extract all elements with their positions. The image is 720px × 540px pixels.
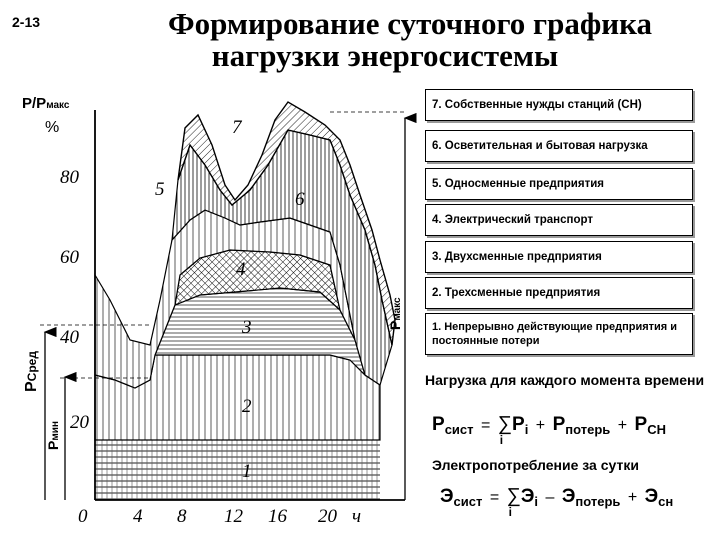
formula2-lhs: Э <box>440 486 454 507</box>
formula1-lhs: P <box>432 414 445 435</box>
y-axis-label: P/P <box>22 95 47 112</box>
formula1-lhs-sub: сист <box>444 422 474 437</box>
region-label-4: 4 <box>236 259 246 280</box>
legend-item-5: 5. Односменные предприятия <box>425 168 693 200</box>
region-label-1: 1 <box>242 461 252 482</box>
region-label-6: 6 <box>295 189 305 210</box>
formula1-t3: P <box>634 414 648 435</box>
y-tick-20: 20 <box>70 412 89 433</box>
formula2-sum-index: i <box>508 505 512 519</box>
energy-description: Электропотребление за сутки <box>432 457 639 473</box>
p-min-sub: мин <box>50 421 61 441</box>
formula1-t2-sub: потерь <box>565 422 611 437</box>
svg-text:P/Pмакс <box>22 95 70 112</box>
load-description: Нагрузка для каждого момента времени <box>425 372 705 388</box>
region-label-7: 7 <box>232 117 242 138</box>
y-axis-label-sub: макс <box>46 100 70 111</box>
formula2-t3-sub: сн <box>658 494 674 509</box>
region-label-2: 2 <box>242 396 252 417</box>
legend-item-4: 4. Электрический транспорт <box>425 204 693 236</box>
formula2-t2: Э <box>561 486 576 507</box>
p-avg-sub: Сред <box>25 351 39 382</box>
svg-text:Pмин <box>45 421 61 450</box>
x-unit: ч <box>352 506 362 527</box>
formula2-t3: Э <box>644 486 659 507</box>
region-label-3: 3 <box>242 317 252 338</box>
layer-1-area <box>95 440 380 500</box>
x-tick-16: 16 <box>268 506 287 527</box>
formula2-t1-sub: i <box>534 494 539 509</box>
x-tick-4: 4 <box>133 506 143 527</box>
slide-number: 2-13 <box>12 14 41 30</box>
formula1-t2: P <box>552 414 566 435</box>
svg-text:PСред <box>23 351 40 392</box>
formula1-sum-index: i <box>499 433 504 447</box>
formula-power: $P_{сист}$ = ∑ i $P_i + P_{потерь} + P_{СН}$ <box>432 413 666 447</box>
legend-item-1: 1. Непрерывно действующие предприятия и постоянные потери <box>425 313 693 355</box>
legend-item-7: 7. Собственные нужды станций (СН) <box>425 89 693 121</box>
y-tick-80: 80 <box>60 167 79 188</box>
y-axis-unit: % <box>45 119 60 136</box>
legend-item-6: 6. Осветительная и бытовая нагрузка <box>425 130 693 162</box>
x-tick-12: 12 <box>224 506 243 527</box>
p-max-label: P <box>387 320 403 330</box>
p-min-label: P <box>45 440 61 450</box>
p-max-sub: макс <box>392 297 403 321</box>
y-tick-40: 40 <box>60 327 79 348</box>
x-tick-8: 8 <box>177 506 187 527</box>
formula-energy: $Э_{сист}$ = ∑ i $Э_i - Э_{потерь} + Э_{сн}$ <box>440 485 674 519</box>
formula2-t1: Э <box>520 486 535 507</box>
x-tick-20: 20 <box>318 506 337 527</box>
legend-item-2: 2. Трехсменные предприятия <box>425 277 693 309</box>
y-tick-60: 60 <box>60 247 79 268</box>
formula2-lhs-sub: сист <box>453 494 483 509</box>
formula1-t1-sub: i <box>524 422 529 437</box>
region-label-5: 5 <box>155 179 165 200</box>
legend-item-3: 3. Двухсменные предприятия <box>425 241 693 273</box>
title-line-2: нагрузки энергосистемы <box>211 38 559 73</box>
x-tick-0: 0 <box>78 506 88 527</box>
title-line-1: Формирование суточного графика <box>167 6 653 41</box>
formula1-t3-sub: СН <box>647 422 666 437</box>
formula1-t1: P <box>512 414 525 435</box>
p-avg-label: P <box>23 381 40 392</box>
formula2-t2-sub: потерь <box>575 494 621 509</box>
